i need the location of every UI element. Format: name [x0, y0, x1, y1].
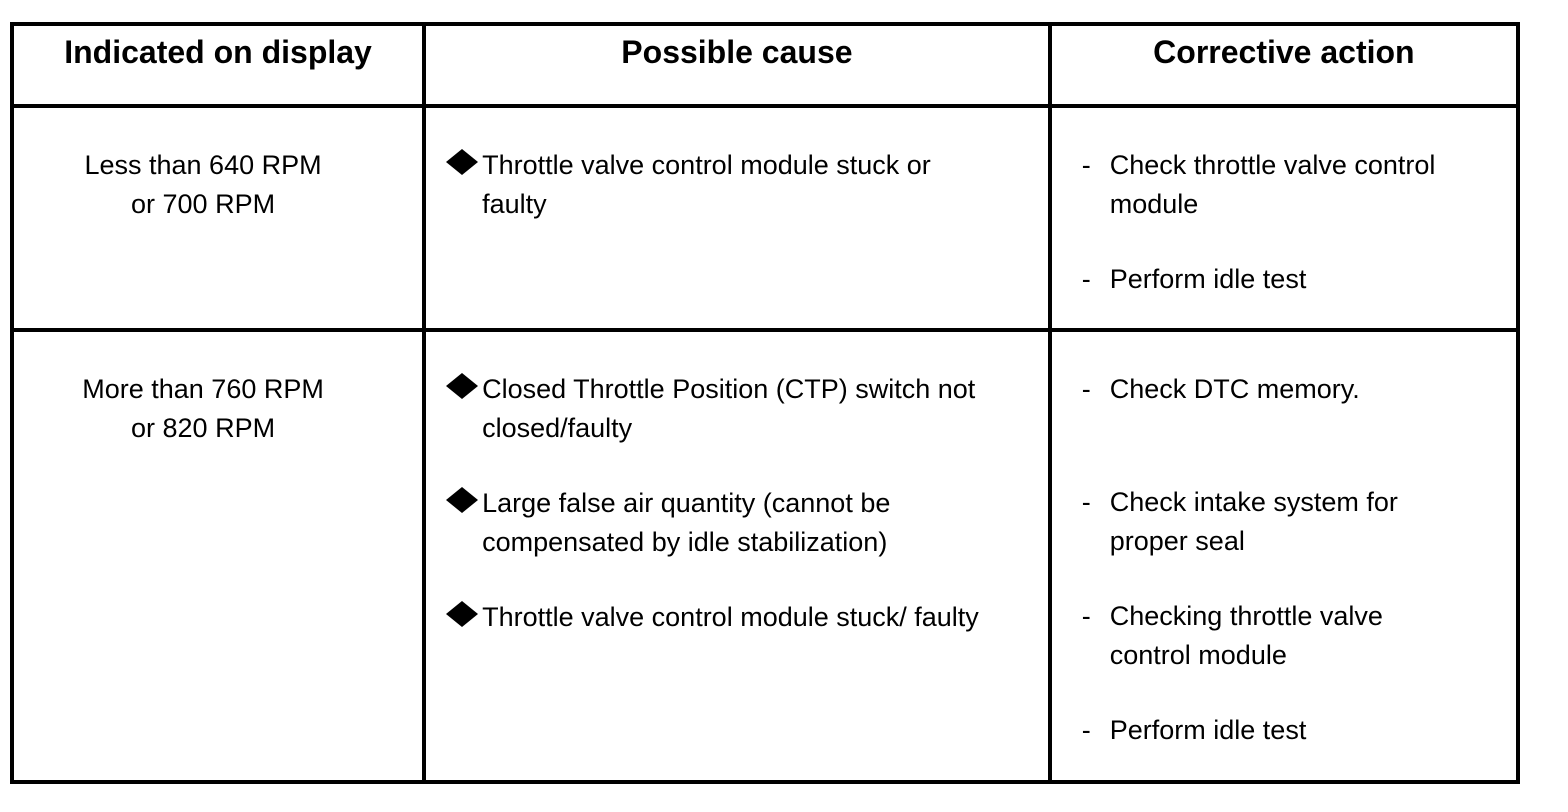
cause-text: Closed Throttle Position (CTP) switch not closed/faulty [482, 374, 976, 443]
cause-item [444, 484, 1048, 562]
indicated-text: or 700 RPM [131, 189, 276, 219]
indicated-cell [12, 106, 424, 330]
cause-text: Throttle valve control module stuck/ faulty [482, 602, 979, 632]
indicated-cell [12, 330, 424, 782]
table-row [12, 330, 1518, 782]
dash-marker: - [1081, 264, 1091, 294]
corrective-action-cell [1050, 330, 1518, 782]
dash-marker: - [1081, 374, 1091, 404]
header-corrective-action: Corrective action [1050, 24, 1518, 106]
indicated-text: or 820 RPM [131, 413, 276, 443]
diamond-icon [444, 486, 480, 516]
action-item [1082, 483, 1516, 561]
dash-marker: - [1081, 601, 1091, 631]
action-item [1082, 370, 1516, 409]
cause-item [444, 146, 1048, 224]
action-text: Perform idle test [1109, 264, 1307, 294]
header-indicated-on-display: Indicated on display [12, 24, 424, 106]
action-text: Check intake system for proper seal [1109, 487, 1398, 556]
action-item [1082, 597, 1516, 675]
table-row [12, 106, 1518, 330]
possible-cause-cell [424, 330, 1050, 782]
corrective-action-cell [1050, 106, 1518, 330]
indicated-text: More than 760 RPM [82, 374, 324, 404]
cause-item [444, 598, 1048, 637]
action-item [1082, 260, 1516, 299]
diagnostic-table [10, 22, 1520, 784]
action-item [1082, 146, 1516, 224]
dash-marker: - [1081, 715, 1091, 745]
indicated-text: Less than 640 RPM [84, 150, 322, 180]
action-text: Checking throttle valve control module [1109, 601, 1383, 670]
cause-item [444, 370, 1048, 448]
diamond-icon [444, 148, 480, 178]
possible-cause-cell [424, 106, 1050, 330]
diamond-icon [444, 600, 480, 630]
action-item [1082, 711, 1516, 750]
dash-marker: - [1081, 150, 1091, 180]
header-possible-cause: Possible cause [424, 24, 1050, 106]
action-text: Check throttle valve control module [1109, 150, 1436, 219]
action-text: Check DTC memory. [1109, 374, 1360, 404]
action-text: Perform idle test [1109, 715, 1307, 745]
cause-text: Large false air quantity (cannot be compensated by idle stabilization) [482, 488, 891, 557]
header-row [12, 24, 1518, 106]
diamond-icon [444, 372, 480, 402]
dash-marker: - [1081, 487, 1091, 517]
cause-text: Throttle valve control module stuck or faulty [482, 150, 931, 219]
